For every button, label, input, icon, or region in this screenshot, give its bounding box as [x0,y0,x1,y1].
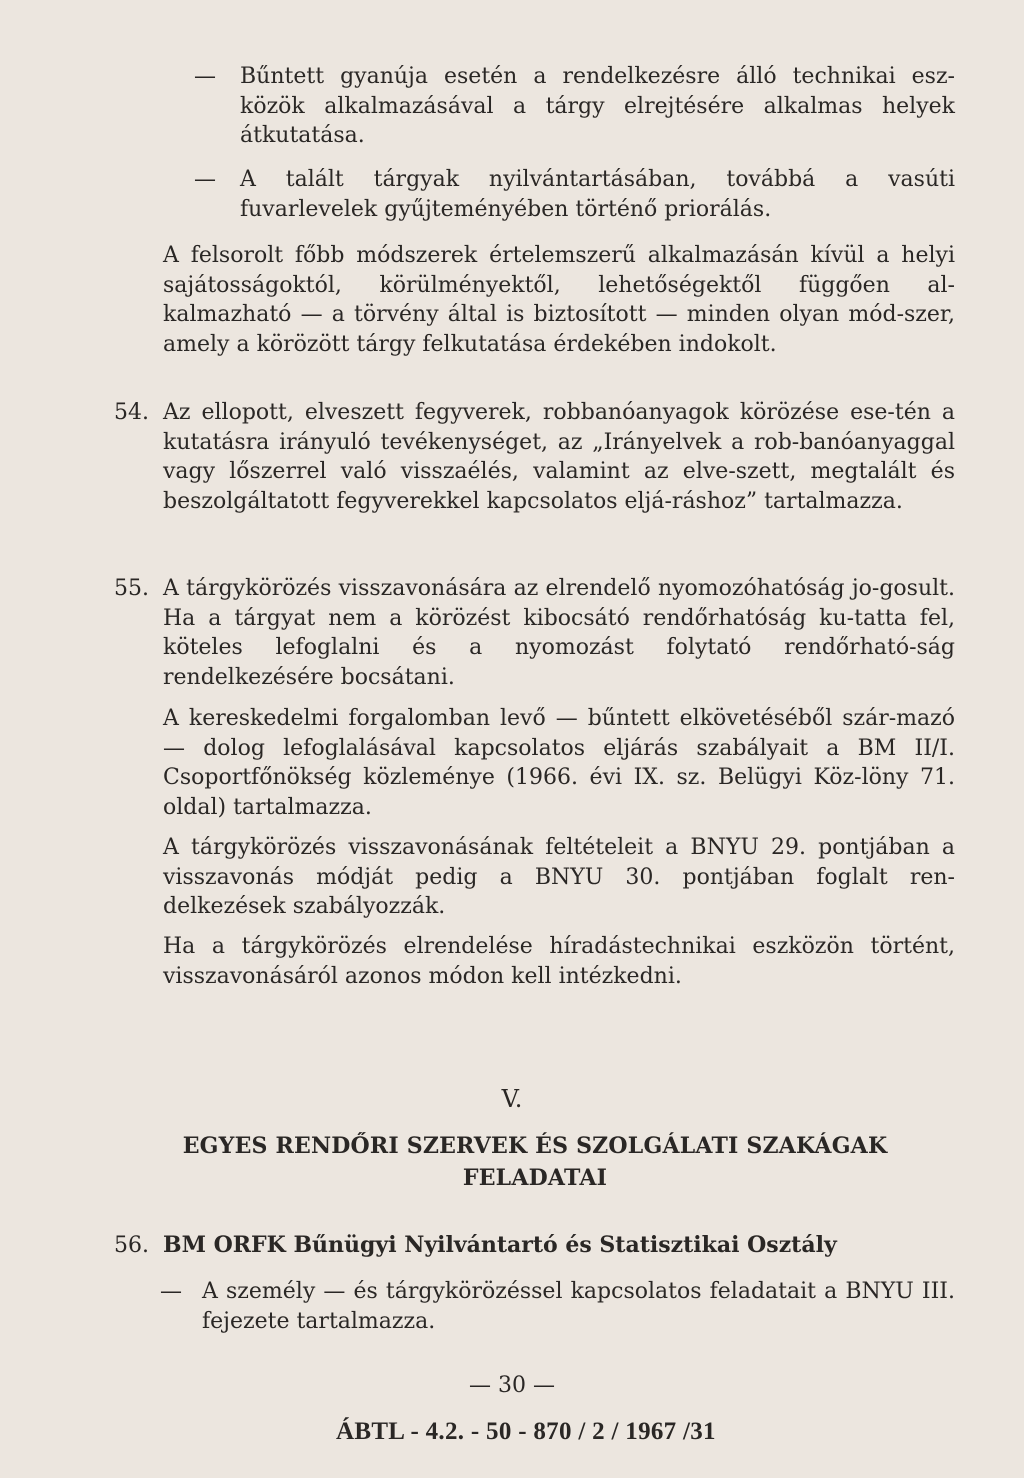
dash-marker: — [160,1279,182,1304]
paragraph-commercial-trade: A kereskedelmi forgalomban levő — bűntett elkövetéséből szár-mazó — dolog lefoglalásával kapcsolatos eljárás szabályait a BM II/I. Csoportfőnökség közleménye (1966. évi IX. sz. Belügyi Köz-löny 71. oldal) tartalmazza. [163,706,955,820]
bullet-text: A személy — és tárgykörözéssel kapcsolatos feladatait a BNYU III. fejezete tartalmazza. [202,1279,955,1334]
dash-marker: — [194,64,216,89]
section-title: EGYES RENDŐRI SZERVEK ÉS SZOLGÁLATI SZAKÁGAK FELADATAI [182,1133,888,1191]
paragraph-bnyu: A tárgykörözés visszavonásának feltételeit a BNYU 29. pontjában a visszavonás módját pedig a BNYU 30. pontjában foglalt ren-delkezések szabályozzák. [163,835,955,919]
item-text: A tárgykörözés visszavonására az elrendelő nyomozóhatóság jo-gosult. Ha a tárgyat nem a körözést kibocsátó rendőrhatóság ku-tatta fel, köteles lefoglalni és a nyomozást folytató rendőrható-ság rendelkezésére bocsátani. [163,576,955,690]
item-number: 54. [114,400,149,425]
item-text: Az ellopott, elveszett fegyverek, robbanóanyagok körözése ese-tén a kutatásra irányuló tevékenységet, az „Irányelvek a rob-banóanyaggal vagy lőszerrel való visszaélés, valamint az elve-szett, megtalált és beszolgáltatott fegyverekkel kapcsolatos eljá-ráshoz” tartalmazza. [163,400,955,514]
paragraph-telecom: Ha a tárgykörözés elrendelése híradástechnikai eszközön történt, visszavonásáról azonos módon kell intézkedni. [163,934,955,989]
bullet-text: A talált tárgyak nyilvántartásában, továbbá a vasúti fuvarlevelek gyűjteményében történő priorálás. [240,167,955,222]
page-number: — 30 — [469,1373,555,1398]
section-roman-numeral: V. [501,1085,523,1113]
item-number: 55. [114,576,149,601]
paragraph-methods: A felsorolt főbb módszerek értelemszerű alkalmazásán kívül a helyi sajátosságoktól, körülményektől, lehetőségektől függően al-kalmazható — a törvény által is biztosított — minden olyan mód-szer, amely a körözött tárgy felkutatása érdekében indokolt. [163,243,955,357]
bullet-found-items [194,165,955,224]
bullet-bnyu-chapter [160,1277,955,1336]
bullet-text: Bűntett gyanúja esetén a rendelkezésre álló technikai esz-közök alkalmazásával a tárgy elrejtésére alkalmas helyek átkutatása. [240,64,955,148]
dash-marker: — [194,167,216,192]
item-number: 56. [114,1233,149,1258]
archive-reference: ÁBTL - 4.2. - 50 - 870 / 2 / 1967 /31 [336,1418,716,1445]
item-heading: BM ORFK Bűnügyi Nyilvántartó és Statisztikai Osztály [163,1232,837,1258]
bullet-technical-search [194,62,955,151]
